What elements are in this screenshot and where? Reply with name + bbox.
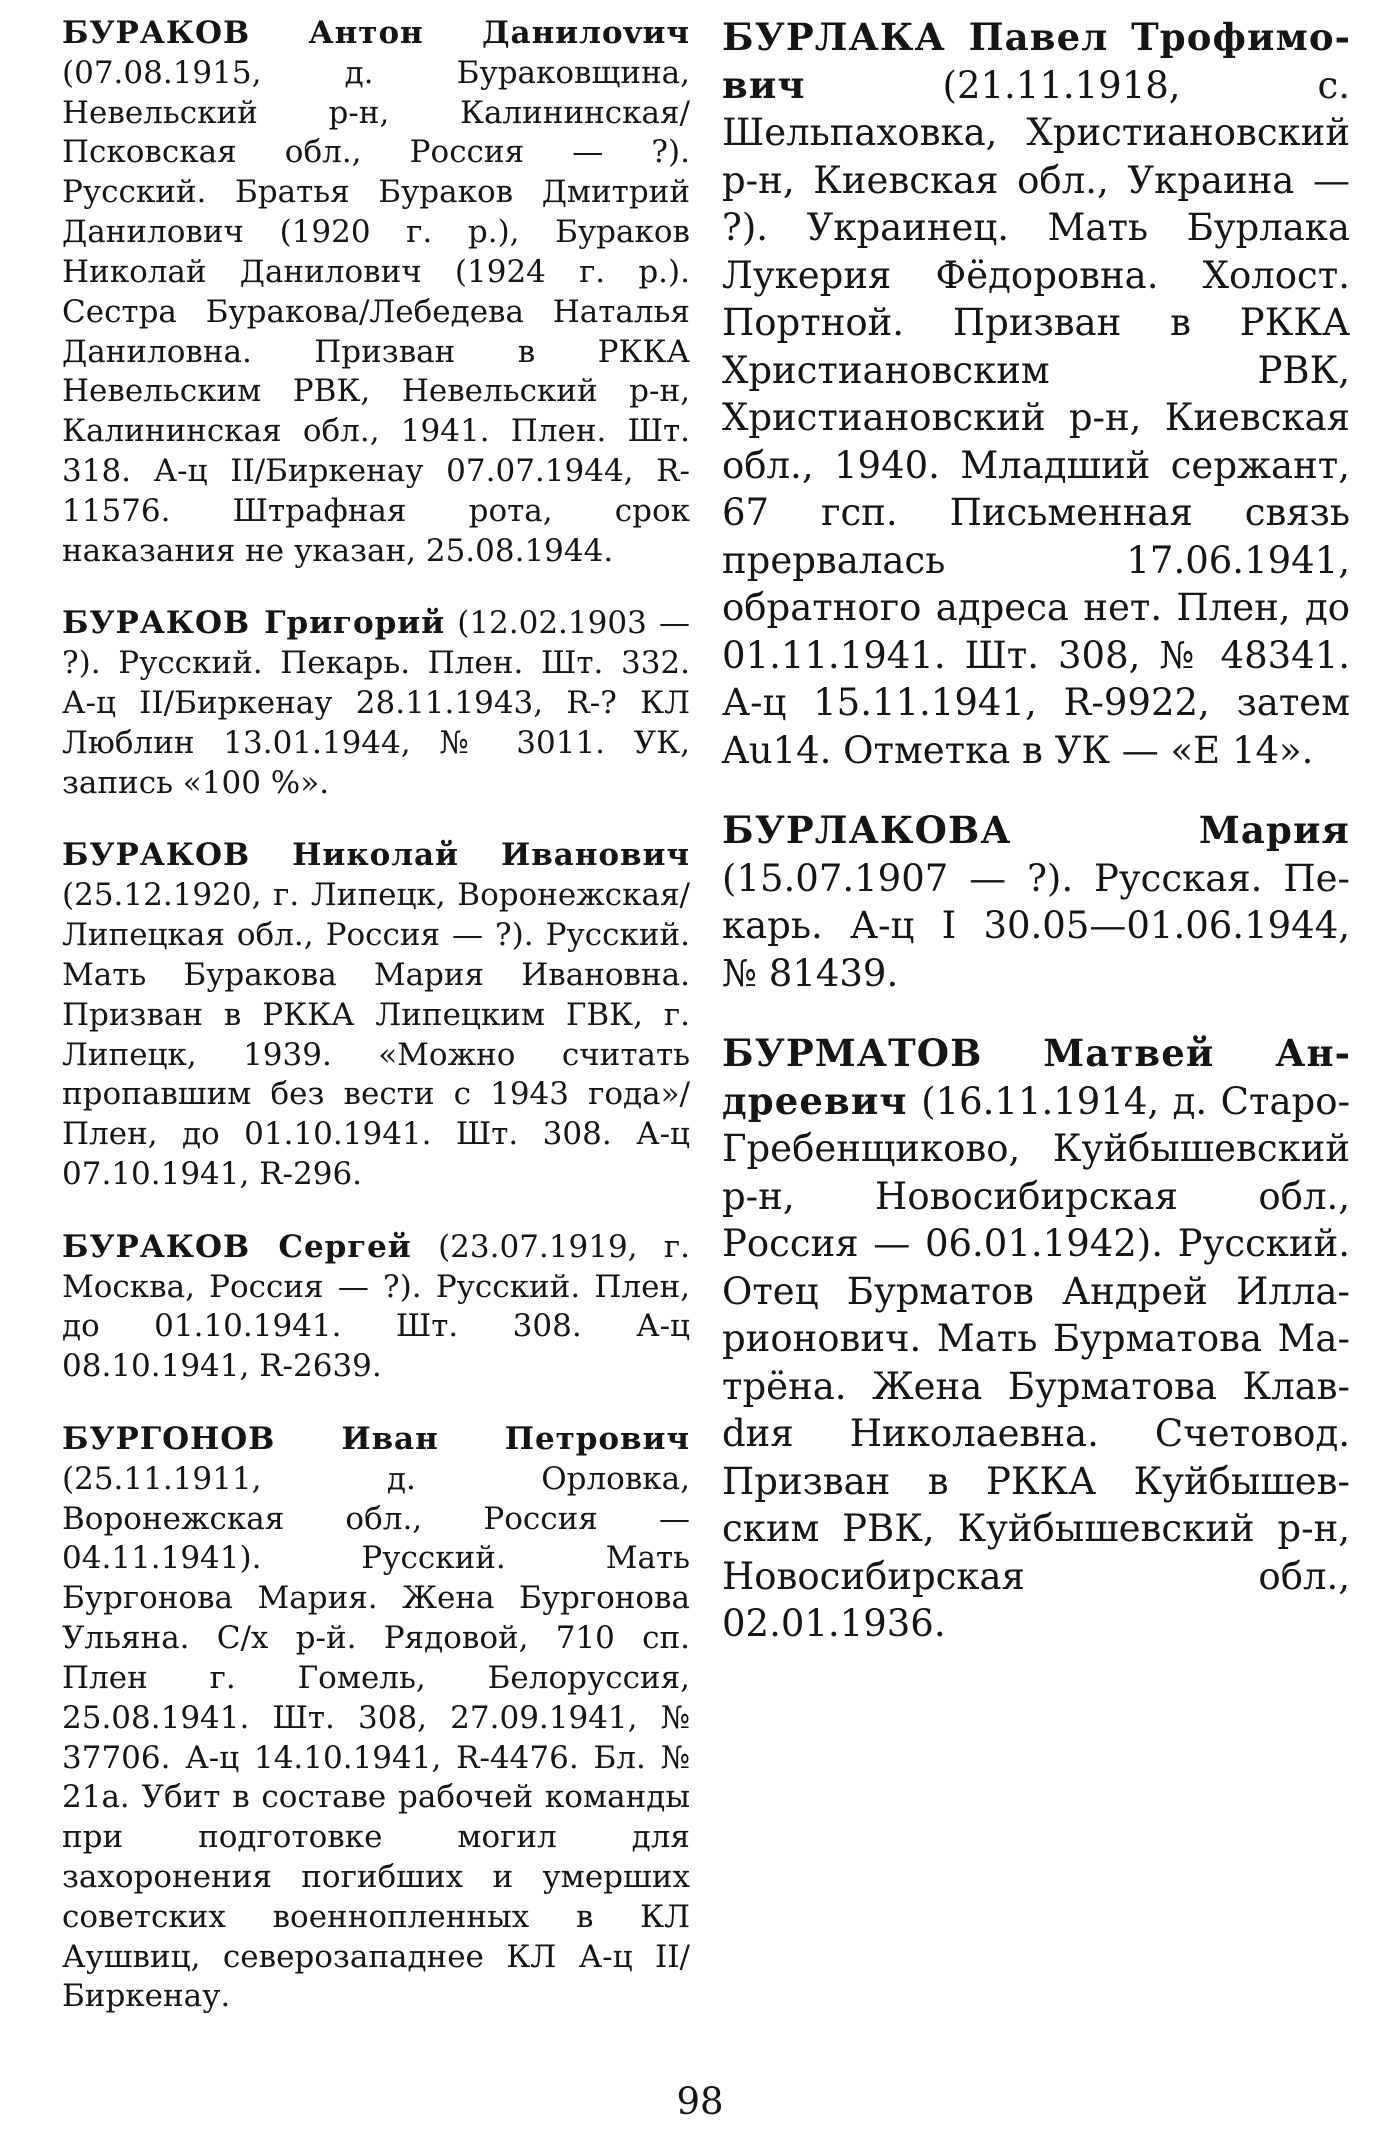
entry-text: (16.11.1914, д. СтароГребенщиково, Куйбышевский р-н, Новосибирская обл., Россия — 06.01.1942). Русский. Отец Бурматов Андрей Илларионович. Мать Бурматова Матрёна. Жена Бурматова Клавdия Николаевна. Счетовод. Призван в РККА Куйбышевским РВК, Куйбышевский р-н, Новосибирская обл., 02.01.1936. bbox=[722, 1079, 1350, 1645]
entry-burakov-sergey bbox=[62, 1228, 690, 1387]
entry-burakov-grigoriy bbox=[62, 604, 690, 803]
entry-burakov-anton bbox=[62, 14, 690, 571]
entry-burgonov-ivan bbox=[62, 1420, 690, 2017]
entry-name: БУРАКОВ Антон Данилоvич bbox=[62, 15, 690, 51]
left-column bbox=[62, 14, 690, 2050]
entry-text: (25.12.1920, г. Липецк, Воронежская/Липецкая обл., Россия — ?). Русский. Мать Буракова Мария Ивановна. Призван в РККА Липецким ГВК, г. Липецк, 1939. «Можно считать пропавшим без вести с 1943 года»/Плен, до 01.10.1941. Шт. 308. А-ц 07.10.1941, R-296. bbox=[62, 877, 690, 1192]
entry-text: (23.07.1919, г. Москва, Россия — ?). Русский. Плен, до 01.10.1941. Шт. 308. А-ц 08.10.1941, R-2639. bbox=[62, 1228, 690, 1385]
entry-name: БУРМАТОВ Матвей Андреевич bbox=[722, 1031, 1350, 1123]
entry-name: БУРГОНОВ Иван Петрович bbox=[62, 1421, 690, 1457]
entry-name: БУРАКОВ Сергей bbox=[62, 1228, 412, 1265]
entry-burmatov-matvey bbox=[722, 1030, 1350, 1648]
entry-burakov-nikolay bbox=[62, 836, 690, 1194]
entry-name: БУРЛАКА Павел Трофимович bbox=[722, 15, 1350, 107]
entry-text: (12.02.1903 — ?). Русский. Пекарь. Плен. Шт. 332. А-ц II/Биркенау 28.11.1943, R-? КЛ Люблин 13.01.1944, № 3011. УК, запись «100 %». bbox=[62, 605, 690, 801]
entry-text: (07.08.1915, д. Бураковщина, Невельский р-н, Калининская/Псковская обл., Россия — ?). Русский. Братья Бураков Дмитрий Данилович (1920 г. р.), Бураков Николай Данилович (1924 г. р.). Сестра Буракова/Лебедева Наталья Даниловна. Призван в РККА Невельским РВК, Невельский р-н, Калининская обл., 1941. Плен. Шт. 318. А-ц II/Биркенау 07.07.1944, R-11576. Штрафная рота, срок наказания не указан, 25.08.1944. bbox=[62, 54, 690, 569]
entry-text: (25.11.1911, д. Орловка, Воронежская обл., Россия — 04.11.1941). Русский. Мать Бургонова Мария. Жена Бургонова Ульяна. С/х р-й. Рядовой, 710 сп. Плен г. Гомель, Белоруссия, 25.08.1941. Шт. 308, 27.09.1941, № 37706. А-ц 14.10.1941, R-4476. Бл. № 21а. Убит в составе рабочей команды при подготовке могил для захоронения погибших и умерших советских военнопленных в КЛ Аушвиц, северозападнее КЛ А-ц II/Биркенау. bbox=[62, 1460, 690, 2015]
entry-text: (15.07.1907 — ?). Русская. Пекарь. А-ц I 30.05—01.06.1944, № 81439. bbox=[722, 856, 1350, 995]
entry-burlaka-pavel bbox=[722, 14, 1350, 774]
entry-name: БУРАКОВ Николай Иванович bbox=[62, 837, 690, 874]
page-number: 98 bbox=[676, 2080, 724, 2123]
right-column bbox=[722, 14, 1350, 1681]
entry-burlakova-mariya bbox=[722, 807, 1350, 997]
entry-name: БУРАКОВ Григорий bbox=[62, 605, 446, 642]
entry-text: (21.11.1918, с. Шельпаховка, Христиановский р-н, Киевская обл., Украина — ?). Украинец. Мать Бурлака Лукерия Фёдоровна. Холост. Портной. Призван в РККА Христиановским РВК, Христиановский р-н, Киевская обл., 1940. Младший сержант, 67 гсп. Письменная связь прервалась 17.06.1941, обратного адреса нет. Плен, до 01.11.1941. Шт. 308, № 48341. А-ц 15.11.1941, R-9922, затем Au14. Отметка в УК — «Е 14». bbox=[722, 63, 1350, 772]
entry-name: БУРЛАКОВА Мария bbox=[722, 808, 1350, 852]
